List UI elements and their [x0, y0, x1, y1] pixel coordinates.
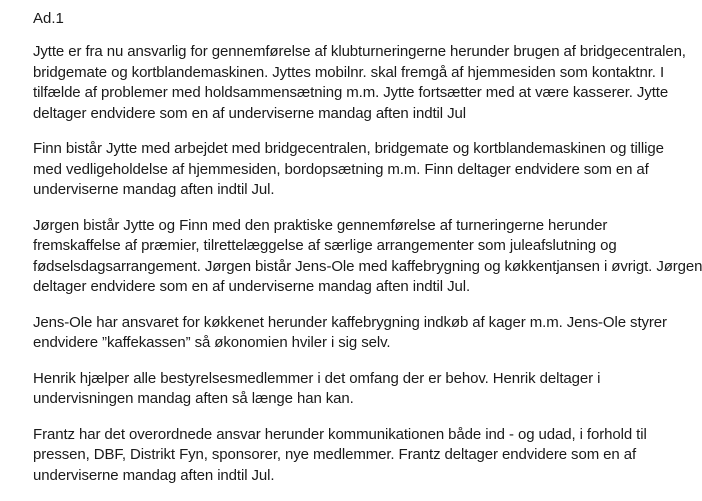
paragraph-line: fremskaffelse af præmier, tilrettelæggelse af særlige arrangementer som juleafslutning og — [33, 237, 617, 254]
paragraph-finn — [33, 139, 698, 201]
paragraph-line: underviserne mandag aften indtil Jul. — [33, 466, 275, 484]
paragraph-line: bridgemate og kortblandemaskinen. Jyttes mobilnr. skal fremgå af hjemmesiden som kontaktnr. I — [33, 63, 665, 81]
paragraph-line: underviserne mandag aften indtil Jul. — [33, 181, 275, 198]
document-body — [33, 8, 702, 501]
paragraph-line: Frantz har det overordnede ansvar herunder kommunikationen både ind - og udad, i forhold til — [33, 425, 647, 443]
paragraph-line: pressen, DBF, Distrikt Fyn, sponsorer, nye medlemmer. Frantz deltager endvidere som en af — [33, 446, 637, 463]
paragraph-line: deltager endvidere som en af underviserne mandag aften indtil Jul. — [33, 278, 471, 295]
paragraph-line: undervisningen mandag aften så længe han kan. — [33, 390, 354, 407]
paragraph-line: Finn bistår Jytte med arbejdet med bridgecentralen, bridgemate og kortblandemaskinen og tillige — [33, 140, 664, 157]
paragraph-line: Henrik hjælper alle bestyrelsesmedlemmer i det omfang der er behov. Henrik deltager i — [33, 369, 601, 387]
paragraph-line: Jørgen bistår Jytte og Finn med den praktiske gennemførelse af turneringerne herunder — [33, 216, 608, 234]
paragraph-jens-ole — [33, 313, 698, 354]
paragraph-line: fødselsdagsarrangement. Jørgen bistår Jens-Ole med kaffebrygning og køkkentjansen i øvrigt. Jørgen — [33, 257, 702, 275]
paragraph-line: endvidere ”kaffekassen” så økonomien hviler i sig selv. — [33, 334, 391, 351]
paragraph-jorgen — [33, 216, 702, 298]
paragraph-line: deltager endvidere som en af underviserne mandag aften indtil Jul — [33, 104, 466, 122]
paragraph-jytte — [33, 42, 698, 124]
paragraph-line: med vedligeholdelse af hjemmesiden, bordopsætning m.m. Finn deltager endvidere som en af — [33, 160, 649, 178]
paragraph-line: Jens-Ole har ansvaret for køkkenet herunder kaffebrygning indkøb af kager m.m. Jens-Ole styrer — [33, 313, 667, 331]
paragraph-line: tilfælde af problemer med holdsammensætning m.m. Jytte fortsætter med at være kasserer. Jytte — [33, 84, 669, 101]
paragraph-frantz — [33, 425, 698, 487]
paragraph-henrik — [33, 369, 698, 410]
paragraph-line: Jytte er fra nu ansvarlig for gennemførelse af klubturneringerne herunder brugen af bridgecentralen, — [33, 43, 686, 60]
section-heading: Ad.1 — [33, 10, 64, 27]
